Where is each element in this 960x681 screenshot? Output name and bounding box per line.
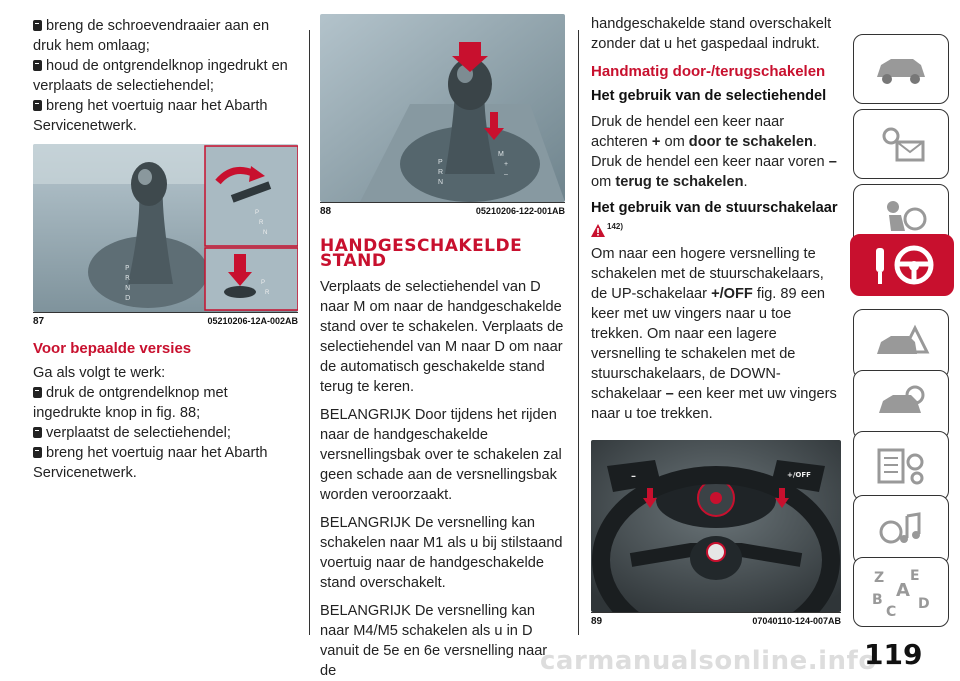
paragraph: BELANGRIJK Door tijdens het rijden naar de handgeschakelde versnellingsbak over te schakelen zal geen schade aan de versnellingsbak worden veroorzaakt. — [320, 407, 562, 503]
technical-data-icon — [871, 444, 931, 488]
bullet-item: breng de schroevendraaier aan en druk hem omlaag; — [33, 18, 270, 54]
watermark: carmanualsonline.info — [540, 646, 877, 676]
figure-number: 88 — [320, 206, 332, 217]
bullet-item: breng het voertuig naar het Abarth Servicenetwerk. — [33, 98, 268, 134]
figure-87 — [33, 144, 298, 312]
svg-text:Z: Z — [874, 570, 885, 586]
section-intro: Ga als volgt te werk: — [33, 365, 166, 381]
bullet-icon — [33, 447, 42, 458]
svg-text:C: C — [886, 604, 897, 620]
tab-dashboard[interactable] — [853, 34, 949, 104]
svg-text:B: B — [872, 592, 883, 608]
svg-text:D: D — [918, 596, 930, 612]
figure-code: 05210206-12A-002AB — [207, 316, 298, 326]
bullet-item: druk de ontgrendelknop met ingedrukte knop in fig. 88; — [33, 385, 228, 421]
figure-88 — [320, 14, 565, 202]
svg-text:N: N — [125, 284, 131, 292]
column-1 — [33, 16, 298, 483]
down-paddle-label: – — [631, 471, 636, 482]
abarth-logo-icon — [707, 543, 725, 561]
bullet-item: verplaatst de selectiehendel; — [33, 423, 298, 443]
paragraph: Verplaats de selectiehendel van D naar M om naar de handgeschakelde stand over te schakelen. Verplaats de selectiehendel van M naar D om naar de automatisch geschakelde stand terug te keren. — [320, 279, 564, 395]
gear-selector-release-illustration — [33, 144, 298, 312]
paragraph: Om naar een hogere versnelling te schakelen met de stuurschakelaars, de UP-schakelaar +/OFF fig. 89 een keer met uw vingers naar u toe trekken. Om naar een lagere versnelling te schakelen met de stuurschakelaars, de DOWN-schakelaar – een keer met uw vingers naar u toe trekken. — [591, 246, 837, 422]
figure-caption — [320, 202, 565, 217]
svg-text:–: – — [504, 171, 508, 178]
index-icon — [866, 564, 936, 620]
svg-text:A: A — [896, 580, 910, 601]
svg-text:R: R — [125, 274, 130, 282]
warning-lights-icon — [871, 122, 931, 166]
subheading: Het gebruik van de stuurschakelaar — [591, 200, 838, 216]
tab-starting-driving[interactable] — [850, 234, 954, 296]
svg-text:M: M — [498, 151, 504, 158]
column-divider — [578, 30, 579, 635]
figure-code: 05210206-122-001AB — [475, 206, 565, 216]
steering-wheel-paddles-illustration — [591, 440, 841, 612]
svg-text:D: D — [125, 294, 131, 302]
figure-number: 87 — [33, 316, 45, 327]
warning-triangle-icon — [591, 224, 605, 237]
paragraph: BELANGRIJK De versnelling kan schakelen naar M1 als u bij stilstaand voertuig naar de handgeschakelde stand overschakelt. — [320, 515, 563, 591]
paragraph: Druk de hendel een keer naar achteren + om door te schakelen. Druk de hendel een keer naar voren – om terug te schakelen. — [591, 114, 837, 190]
figure-caption — [33, 312, 298, 327]
tab-warning-lights[interactable] — [853, 109, 949, 179]
bullet-item: houd de ontgrendelknop ingedrukt en verplaats de selectiehendel; — [33, 58, 288, 94]
section-heading: Voor bepaalde versies — [33, 340, 192, 357]
tab-emergency[interactable] — [853, 309, 949, 379]
figure-code: 07040110-124-007AB — [752, 616, 841, 626]
section-heading: HANDGESCHAKELDE STAND — [320, 236, 523, 271]
subheading: Het gebruik van de selectiehendel — [591, 88, 827, 104]
bullet-icon — [33, 20, 42, 31]
page-number: 119 — [864, 638, 923, 671]
bullet-icon — [33, 60, 42, 71]
column-3 — [591, 14, 841, 627]
paragraph: handgeschakelde stand overschakelt zonder dat u het gaspedaal indrukt. — [591, 16, 832, 52]
figure-caption — [591, 612, 841, 627]
svg-text:R: R — [259, 220, 264, 226]
svg-text:+: + — [504, 161, 509, 168]
column-divider — [309, 30, 310, 635]
figure-number: 89 — [591, 616, 603, 627]
column-2 — [320, 14, 565, 681]
section-heading: Handmatig door-/terugschakelen — [591, 63, 826, 80]
paragraph: BELANGRIJK De versnelling kan naar M4/M5 schakelen als u in D vanuit de 5e en 6e versnelling naar de — [320, 603, 548, 679]
svg-text:P: P — [255, 210, 260, 216]
tab-technical-data[interactable] — [853, 431, 949, 501]
steering-key-icon — [862, 240, 942, 290]
tab-maintenance[interactable] — [853, 370, 949, 440]
svg-text:N: N — [263, 230, 268, 236]
svg-text:E: E — [910, 568, 920, 584]
bullet-icon — [33, 427, 42, 438]
maintenance-icon — [871, 383, 931, 427]
bullet-icon — [33, 100, 42, 111]
svg-text:R: R — [265, 290, 270, 296]
tab-multimedia[interactable] — [853, 495, 949, 565]
svg-text:P: P — [438, 159, 443, 166]
svg-text:N: N — [438, 179, 444, 186]
figure-89 — [591, 440, 841, 612]
svg-text:R: R — [438, 169, 444, 176]
tab-index[interactable] — [853, 557, 949, 627]
breakdown-icon — [871, 322, 931, 366]
up-paddle-label: +/OFF — [787, 471, 811, 479]
bullet-icon — [33, 387, 42, 398]
bullet-item: breng het voertuig naar het Abarth Servicenetwerk. — [33, 445, 268, 481]
car-icon — [871, 49, 931, 89]
gear-lever-illustration — [320, 14, 565, 202]
svg-text:P: P — [125, 264, 130, 272]
warning-reference: 142) — [591, 222, 841, 240]
svg-text:P: P — [261, 280, 266, 286]
multimedia-icon — [871, 508, 931, 552]
